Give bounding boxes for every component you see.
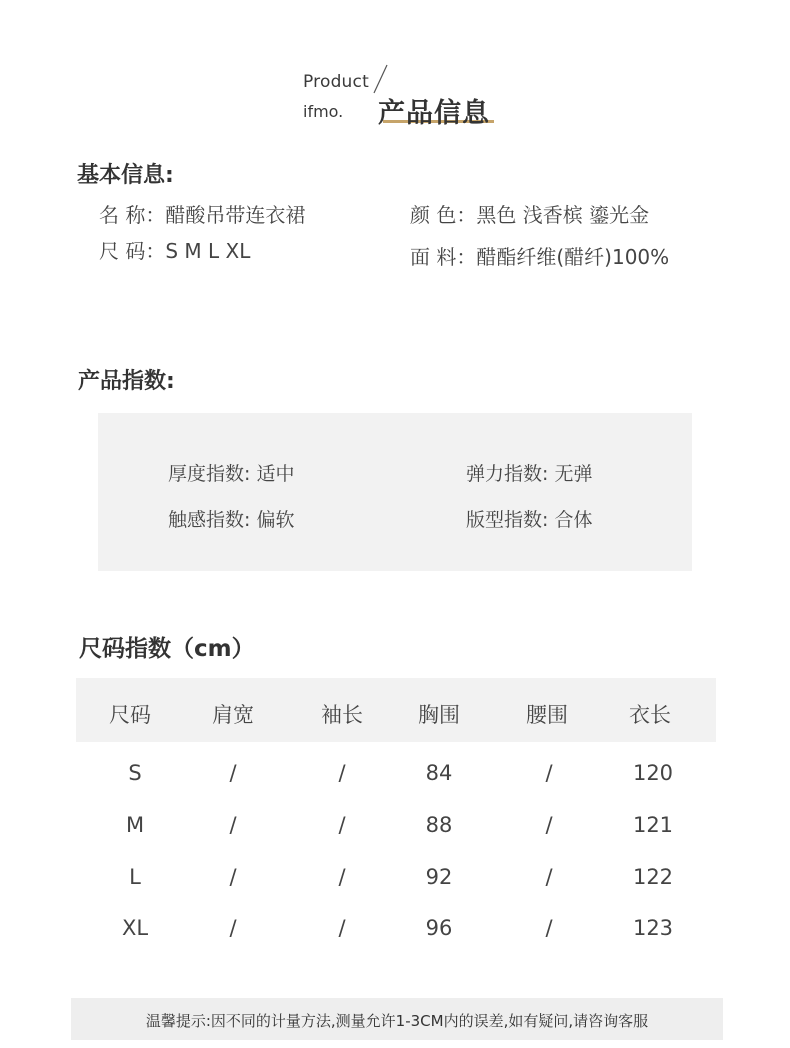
page-title: 产品信息 <box>378 98 490 129</box>
index-item-touch <box>168 505 294 532</box>
footer-note: 温馨提示:因不同的计量方法,测量允许1-3CM内的误差,如有疑问,请咨询客服 <box>145 1012 649 1030</box>
index-item-thickness <box>168 459 294 486</box>
table-cell: / <box>545 865 553 889</box>
index-label: 触感指数: <box>168 509 251 531</box>
size-value: S M L XL <box>165 239 251 263</box>
header-cell-sleeve: 袖长 <box>321 703 363 727</box>
header-cell-size: 尺码 <box>109 703 151 727</box>
index-value: 合体 <box>554 509 593 531</box>
header-cell-bust: 胸围 <box>418 703 460 727</box>
fabric-value: 醋酯纤维(醋纤)100% <box>476 245 670 269</box>
size-label: 尺 码： <box>99 239 166 263</box>
table-cell: 123 <box>632 916 674 940</box>
table-cell: 96 <box>425 916 453 940</box>
table-cell: / <box>545 916 553 940</box>
table-cell: / <box>229 865 237 889</box>
fabric-label: 面 料： <box>410 245 477 269</box>
fabric-row <box>410 241 669 270</box>
table-cell: 92 <box>425 865 453 889</box>
index-label: 厚度指数: <box>168 463 251 485</box>
table-cell: 84 <box>425 761 453 785</box>
table-cell: L <box>129 865 141 889</box>
header-cell-waist: 腰围 <box>526 703 568 727</box>
header-cell-length: 衣长 <box>629 703 671 727</box>
color-row <box>410 199 649 228</box>
index-label: 版型指数: <box>466 509 549 531</box>
name-value: 醋酸吊带连衣裙 <box>165 203 306 227</box>
table-cell: / <box>338 761 346 785</box>
index-value: 无弹 <box>554 463 593 485</box>
index-item-fit <box>466 505 592 532</box>
table-cell: / <box>229 813 237 837</box>
table-cell: / <box>545 813 553 837</box>
table-cell: M <box>125 813 145 837</box>
table-cell: XL <box>121 916 149 940</box>
index-label: 弹力指数: <box>466 463 549 485</box>
table-cell: / <box>229 916 237 940</box>
header-cell-shoulder: 肩宽 <box>212 703 254 727</box>
index-value: 偏软 <box>256 509 295 531</box>
footer-note-bar <box>71 998 723 1040</box>
table-cell: / <box>229 761 237 785</box>
table-cell: 88 <box>425 813 453 837</box>
table-cell: / <box>338 916 346 940</box>
slash-decoration-icon <box>371 64 389 94</box>
name-label: 名 称： <box>99 203 166 227</box>
name-row <box>99 199 305 228</box>
table-cell: 121 <box>632 813 674 837</box>
table-cell: S <box>128 761 142 785</box>
header-english-line2: ifmo. <box>303 102 344 121</box>
basic-info-title: 基本信息: <box>77 163 174 188</box>
size-table-title: 尺码指数（cm） <box>79 636 255 662</box>
index-value: 适中 <box>256 463 295 485</box>
color-value: 黑色 浅香槟 鎏光金 <box>476 203 650 227</box>
color-label: 颜 色： <box>410 203 477 227</box>
index-item-elasticity <box>466 459 592 486</box>
table-cell: / <box>338 865 346 889</box>
table-cell: / <box>338 813 346 837</box>
product-index-title: 产品指数: <box>78 369 175 394</box>
size-row <box>99 235 250 264</box>
table-cell: / <box>545 761 553 785</box>
table-cell: 122 <box>632 865 674 889</box>
product-index-panel <box>98 413 692 571</box>
table-cell: 120 <box>632 761 674 785</box>
header-english-line1: Product <box>303 72 369 92</box>
